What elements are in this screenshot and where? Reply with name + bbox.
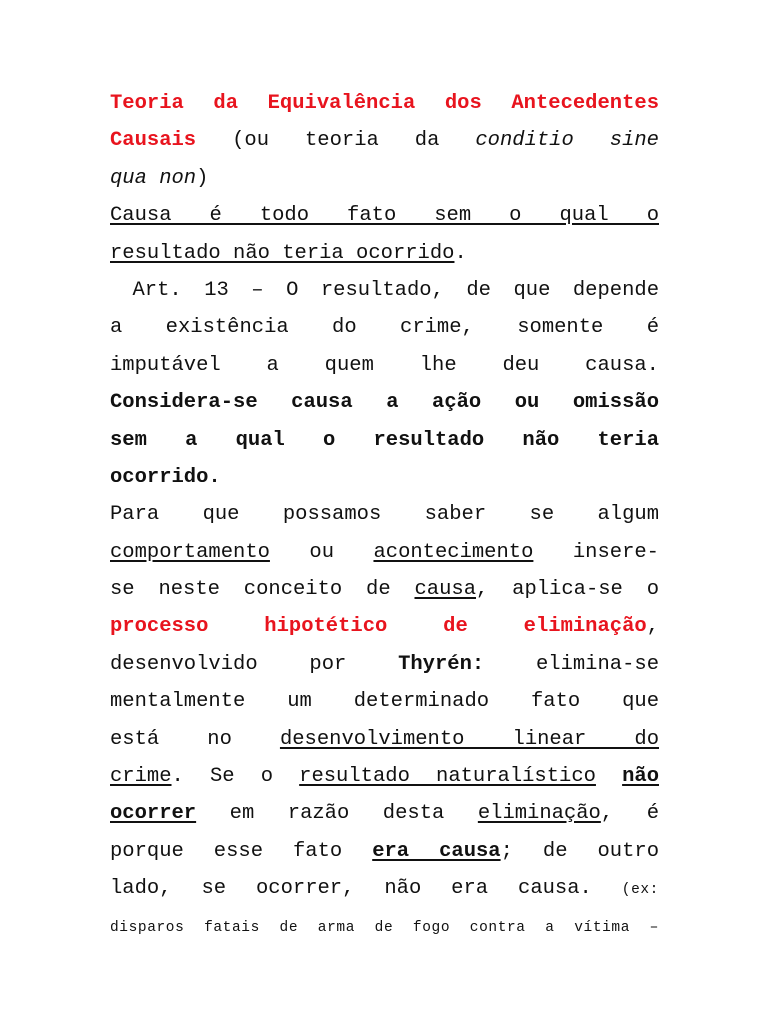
- article-line-5: [110, 422, 659, 459]
- term-era-causa: era causa: [372, 839, 501, 863]
- term-eliminacao: eliminação: [477, 802, 601, 826]
- heading-line-1: [110, 85, 659, 122]
- body-text-10b: ; de outro: [500, 839, 659, 863]
- heading-title: Teoria da Equivalência dos Antecedentes: [110, 92, 659, 115]
- latin-phrase-2: qua non: [110, 166, 197, 190]
- definition-text-2: resultado não teria ocorrido: [110, 241, 455, 265]
- term-nao: não: [622, 765, 659, 789]
- body-text-8b: [596, 765, 622, 788]
- author-thyren: Thyrén:: [398, 652, 485, 676]
- body-line-5: [110, 646, 659, 683]
- body-line-1: [110, 496, 659, 533]
- body-text-2b: insere-: [533, 540, 659, 564]
- body-line-8: [110, 758, 659, 795]
- term-processo-eliminacao: processo hipotético de eliminação: [110, 615, 647, 639]
- heading-paren: (ou teoria da: [232, 129, 476, 153]
- definition-period: .: [454, 241, 467, 265]
- body-text-3b: , aplica-se o: [476, 578, 659, 602]
- body-line-4: [110, 608, 659, 645]
- body-line-2: [110, 534, 659, 571]
- body-text-4: ,: [646, 615, 659, 639]
- body-text-7: está no: [110, 727, 280, 751]
- body-text-10a: porque esse fato: [110, 839, 373, 863]
- body-text-6: mentalmente um determinado fato que: [110, 690, 659, 714]
- latin-phrase-1: conditio sine: [475, 129, 659, 153]
- example-text: disparos fatais de arma de fogo contra a vítima –: [110, 919, 659, 936]
- body-line-10: [110, 833, 659, 870]
- example-open: (ex:: [621, 882, 659, 899]
- article-line-2: [110, 309, 659, 346]
- article-line-4: [110, 384, 659, 421]
- body-text-8a: . Se o: [171, 765, 300, 789]
- body-text-1: Para que possamos saber se algum: [110, 503, 659, 527]
- definition-text-1: Causa é todo fato sem o qual o: [110, 204, 659, 228]
- heading-paren-close: ): [196, 166, 209, 190]
- body-text-3a: se neste conceito de: [110, 578, 415, 602]
- body-text-5a: desenvolvido por: [110, 652, 399, 676]
- body-line-11: [110, 870, 659, 907]
- article-text-1: Art. 13 – O resultado, de que depende: [110, 278, 659, 302]
- document-page: [110, 85, 659, 945]
- body-line-7: [110, 721, 659, 758]
- heading-line-2: [110, 122, 659, 159]
- body-line-6: [110, 683, 659, 720]
- body-line-12: [110, 908, 659, 945]
- term-resultado-naturalistico: resultado naturalístico: [299, 765, 596, 789]
- article-line-3: [110, 347, 659, 384]
- heading-line-3: [110, 160, 659, 197]
- term-crime: crime: [110, 765, 172, 789]
- body-line-3: [110, 571, 659, 608]
- term-ocorrer: ocorrer: [110, 802, 197, 826]
- article-text-2: a existência do crime, somente é: [110, 316, 659, 340]
- body-text-9a: em razão desta: [196, 802, 478, 826]
- term-acontecimento: acontecimento: [373, 540, 534, 564]
- body-text-9b: , é: [600, 802, 659, 826]
- definition-line-2: [110, 235, 659, 272]
- term-desenvolvimento-linear: desenvolvimento linear do: [279, 727, 659, 751]
- article-line-1: [110, 272, 659, 309]
- body-text-2a: ou: [269, 540, 374, 564]
- body-line-9: [110, 795, 659, 832]
- article-text-3: imputável a quem lhe deu causa.: [110, 353, 659, 377]
- article-bold-3: ocorrido.: [110, 465, 221, 489]
- definition-line-1: [110, 197, 659, 234]
- article-line-6: [110, 459, 659, 496]
- body-text-5b: elimina-se: [484, 652, 659, 676]
- term-causa: causa: [414, 578, 476, 602]
- heading-title-end: Causais: [110, 129, 197, 153]
- term-comportamento: comportamento: [110, 540, 270, 564]
- article-bold-2: sem a qual o resultado não teria: [110, 428, 659, 452]
- article-bold-1: Considera-se causa a ação ou omissão: [110, 391, 659, 415]
- body-text-11: lado, se ocorrer, não era causa.: [110, 877, 622, 901]
